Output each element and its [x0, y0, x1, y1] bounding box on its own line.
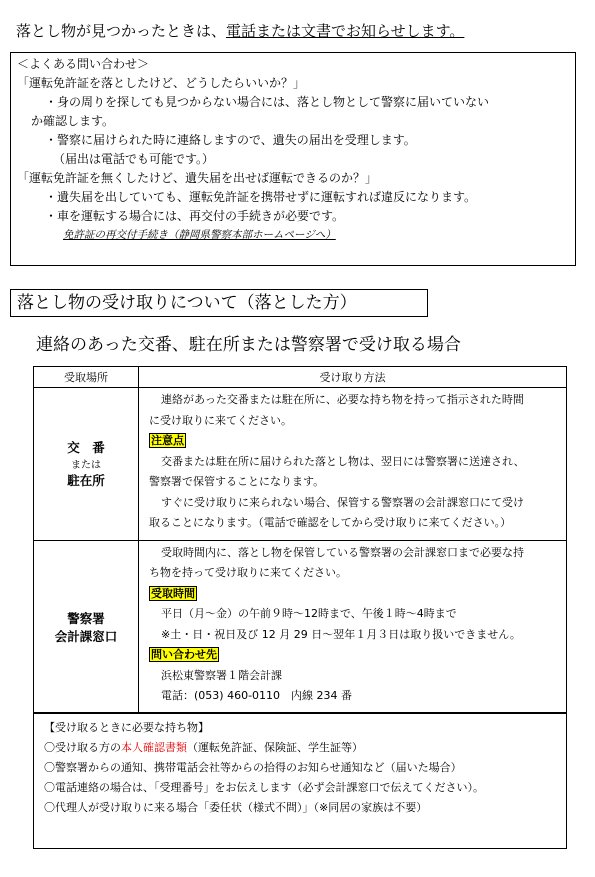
method-text: すぐに受け取りに来られない場合、保管する警察署の会計課窓口にて受け [161, 495, 524, 509]
license-reissue-link[interactable]: 免許証の再交付手続き（静岡県警察本部ホームページへ） [63, 229, 336, 241]
faq-answer-1a-line2: か確認します。 [31, 114, 115, 128]
method-text: 受取時間内に、落とし物を保管している警察署の会計課窓口まで必要な持 [161, 545, 524, 559]
place-koban [34, 388, 139, 541]
place-koban-sub: 駐在所 [67, 473, 105, 489]
place-station-main: 警察署 [67, 610, 105, 626]
method-text: 交番または駐在所に届けられた落とし物は、翌日には警察署に送達され、 [161, 454, 525, 468]
method-text: ち物を持って受け取りに来てください。 [149, 566, 347, 579]
time-label: 受取時間 [151, 586, 195, 600]
list-item: 〇代理人が受け取りに来る場合「委任状（様式不問）」（※同居の家族は不要） [44, 801, 428, 814]
faq-heading: ＜よくある問い合わせ＞ [17, 57, 150, 71]
item-text: （運転免許証、保険証、学生証等） [187, 741, 363, 754]
contact-label: 問い合わせ先 [151, 648, 217, 661]
contact-office: 浜松東警察署１階会計課 [161, 668, 282, 682]
method-koban [139, 388, 567, 541]
item-text: 〇受け取る方の [44, 741, 121, 754]
method-text: 連絡があった交番または駐在所に、必要な持ち物を持って指示された時間 [161, 393, 524, 406]
pickup-table [33, 366, 567, 714]
list-item: 〇警察署からの通知、携帯電話会社等からの拾得のお知らせ通知など（届いた場合） [44, 761, 462, 774]
faq-question-1: 「運転免許証を落としたけど、どうしたらいいか？」 [17, 76, 306, 90]
faq-answer-2b: ・車を運転する場合には、再交付の手続きが必要です。 [45, 209, 345, 223]
method-text: に受け取りに来てください。 [149, 413, 292, 427]
place-police-station [34, 540, 139, 713]
method-text: 警察署で保管することになります。 [149, 475, 325, 488]
table-row [34, 388, 567, 541]
faq-box [10, 52, 576, 266]
items-heading: 【受け取るときに必要な持ち物】 [44, 721, 209, 734]
table-row [34, 540, 567, 713]
required-items-box [33, 712, 567, 849]
place-koban-or: または [71, 460, 101, 472]
intro-notice [16, 20, 464, 41]
intro-text: 落とし物が見つかったときは、 [16, 22, 227, 40]
method-text: ※土・日・祝日及び 12 月 29 日～翌年１月３日は取り扱いできません。 [161, 627, 521, 641]
table-header-row [34, 367, 567, 388]
method-police-station [139, 540, 567, 713]
header-method: 受け取り方法 [139, 367, 567, 388]
faq-answer-1b-line2: （届出は電話でも可能です。） [53, 152, 215, 166]
item-highlight-text: 本人確認書類 [121, 741, 187, 754]
faq-answer-1a-line1: ・身の周りを探しても見つからない場合には、落とし物として警察に届いていない [45, 95, 490, 109]
faq-question-2: 「運転免許証を無くしたけど、遺失届を出せば運転できるのか？」 [17, 171, 378, 185]
header-place: 受取場所 [34, 367, 139, 388]
faq-answer-1b-line1: ・警察に届けられた時に連絡しますので、遺失の届出を受理します。 [45, 133, 416, 147]
method-text: 平日（月～金）の午前９時～12時まで、午後１時～4時まで [161, 607, 457, 620]
section-title: 落とし物の受け取りについて（落とした方） [10, 289, 428, 317]
list-item [44, 738, 556, 758]
list-item: 〇電話連絡の場合は、「受理番号」をお伝えします（必ず会計課窓口で伝えてください）。 [44, 781, 484, 794]
method-text: 取ることになります。（電話で確認をしてから受け取りに来てください。） [149, 516, 512, 529]
sub-title: 連絡のあった交番、駐在所または警察署で受け取る場合 [36, 335, 461, 355]
intro-underlined-text: 電話または文書でお知らせします。 [226, 22, 465, 40]
place-station-sub: 会計課窓口 [54, 628, 118, 644]
note-label: 注意点 [151, 434, 184, 447]
contact-phone: 電話：(053) 460-0110 内線 234 番 [161, 689, 353, 702]
place-koban-main: 交 番 [67, 440, 105, 456]
faq-answer-2a: ・遺失届を出していても、運転免許証を携帯せずに運転すれば違反になります。 [45, 190, 477, 204]
